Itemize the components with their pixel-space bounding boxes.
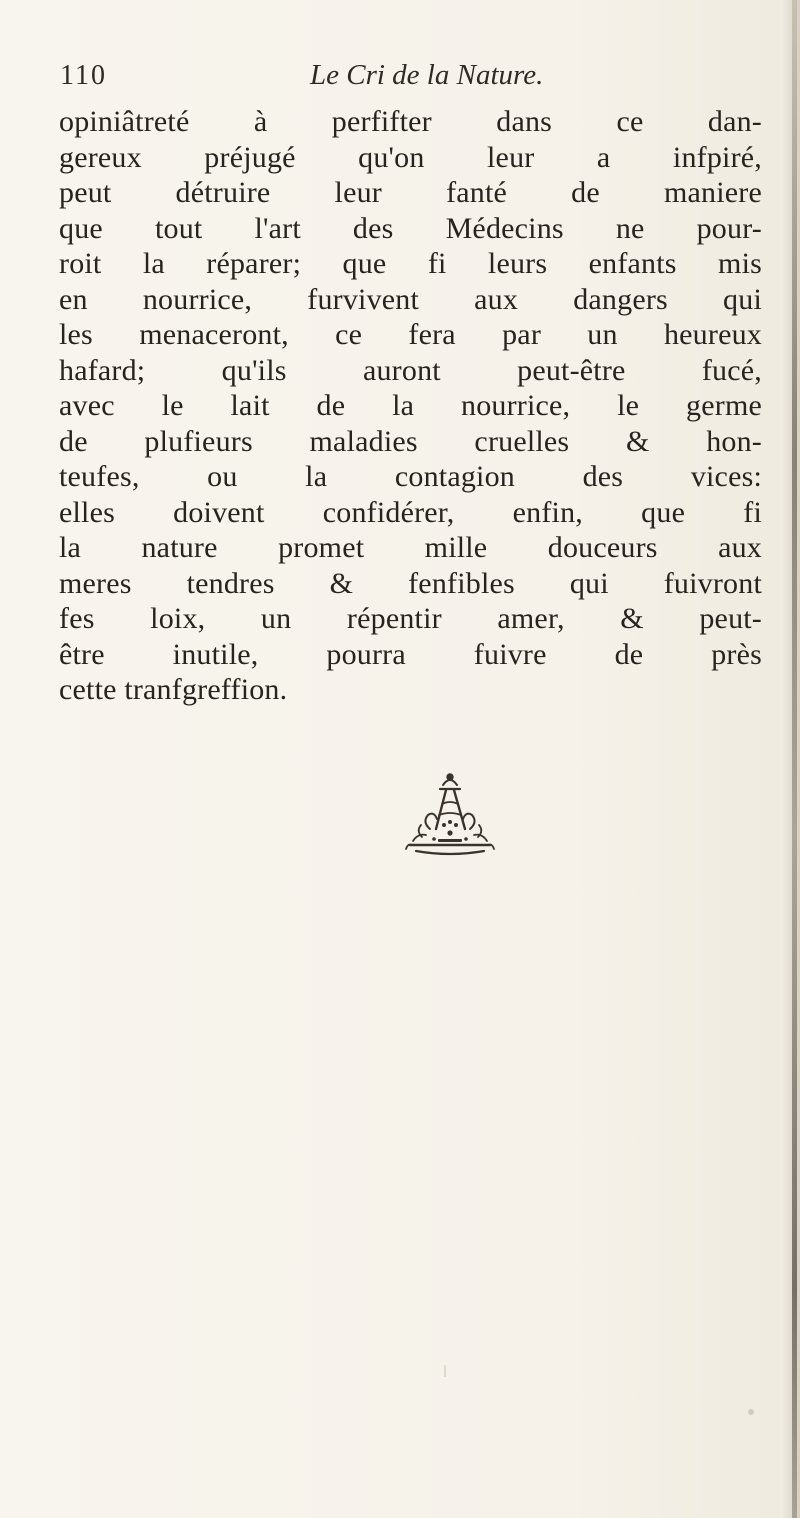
text-line: avec le lait de la nourrice, le germe (59, 389, 762, 422)
text-line: roit la réparer; que fi leurs enfants mis (59, 247, 762, 280)
body-text (59, 104, 762, 708)
text-line: fes loix, un répentir amer, & peut- (59, 602, 762, 635)
text-line: être inutile, pourra fuivre de près (59, 637, 762, 671)
paper-speck (748, 1409, 754, 1415)
text-line: elles doivent confidérer, enfin, que fi (59, 495, 762, 529)
page-edge-shadow (782, 0, 800, 1518)
cul-de-lampe-ornament-icon (388, 767, 512, 859)
page-header (60, 60, 750, 100)
text-line: opiniâtreté à perfifter dans ce dan- (59, 105, 762, 138)
text-line: la nature promet mille douceurs aux (59, 531, 762, 564)
text-line: que tout l'art des Médecins ne pour- (59, 211, 762, 245)
paper-mark (444, 1365, 446, 1377)
text-line: les menaceront, ce fera par un heureux (59, 318, 762, 351)
text-line: cette tranfgreffion. (59, 673, 288, 706)
text-line: de plufieurs maladies cruelles & hon- (59, 424, 762, 458)
text-line: meres tendres & fenfibles qui fuivront (59, 566, 762, 600)
text-line: gereux préjugé qu'on leur a infpiré, (59, 140, 762, 174)
text-line: peut détruire leur fanté de maniere (59, 176, 762, 209)
text-line: hafard; qu'ils auront peut-être fucé, (59, 353, 762, 387)
text-line: teufes, ou la contagion des vices: (59, 460, 762, 493)
running-title: Le Cri de la Nature. (310, 59, 544, 91)
text-line: en nourrice, furvivent aux dangers qui (59, 282, 762, 316)
page-number: 110 (60, 60, 107, 91)
page-edge (792, 0, 797, 1518)
